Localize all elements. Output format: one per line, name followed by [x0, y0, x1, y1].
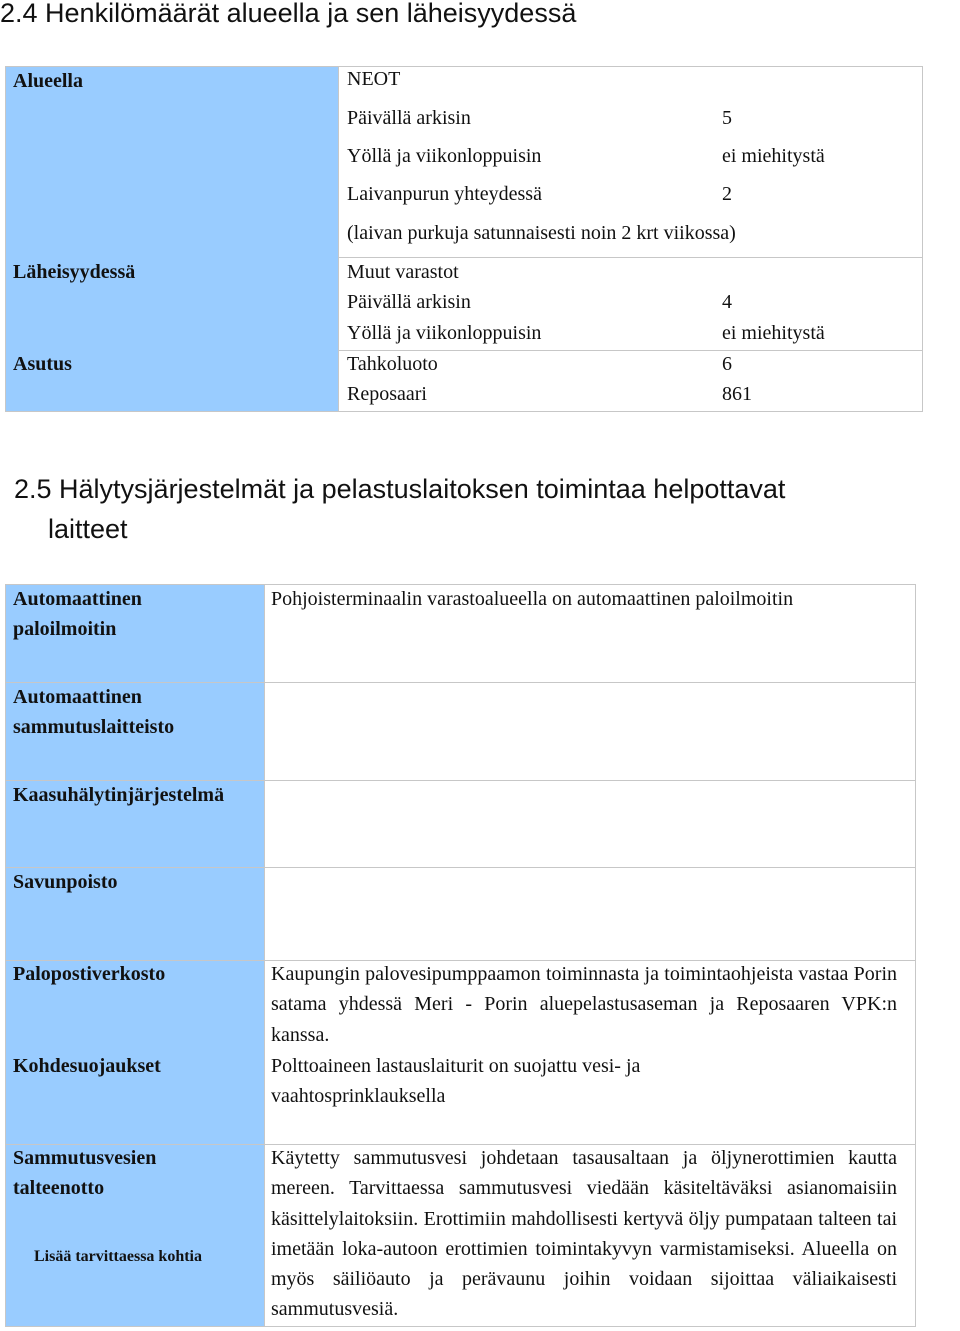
- area-item-label: Päivällä arkisin: [347, 107, 471, 129]
- row-content-cell: [264, 780, 916, 868]
- row-label: Automaattinen: [13, 588, 142, 610]
- row-label: talteenotto: [13, 1177, 105, 1199]
- section-heading-2-4: 2.4 Henkilömäärät alueella ja sen läheisyydessä: [0, 0, 577, 28]
- row-label: paloilmoitin: [13, 618, 117, 640]
- nearby-item-label: Päivällä arkisin: [347, 291, 471, 313]
- area-item-value: 5: [722, 107, 732, 129]
- settlement-item-value: 861: [722, 383, 752, 405]
- section-heading-2-5-line2: laitteet: [48, 514, 128, 544]
- label-area: Alueella: [13, 70, 83, 92]
- area-item-label: Yöllä ja viikonloppuisin: [347, 145, 542, 167]
- nearby-item-value: ei miehitystä: [722, 322, 825, 344]
- label-nearby: Läheisyydessä: [13, 261, 136, 283]
- row-label: Savunpoisto: [13, 871, 118, 893]
- area-item-label: Laivanpurun yhteydessä: [347, 183, 542, 205]
- section-heading-2-5-line1: 2.5 Hälytysjärjestelmät ja pelastuslaitoksen toimintaa helpottavat: [14, 474, 786, 504]
- area-item-label: NEOT: [347, 68, 401, 90]
- area-item-value: ei miehitystä: [722, 145, 825, 167]
- nearby-item-value: 4: [722, 291, 732, 313]
- row-label: Kaasuhälytinjärjestelmä: [13, 784, 225, 806]
- row-text: Pohjoisterminaalin varastoalueella on automaattinen paloilmoitin: [271, 588, 794, 610]
- nearby-item-label: Yöllä ja viikonloppuisin: [347, 322, 542, 344]
- area-item-value: 2: [722, 183, 732, 205]
- row-label: sammutuslaitteisto: [13, 716, 175, 738]
- row-label: Kohdesuojaukset: [13, 1055, 161, 1077]
- row-label: Palopostiverkosto: [13, 963, 166, 985]
- row-text: Kaupungin palovesipumppaamon toiminnasta ja toimintaohjeista vastaa Porin satama yhdessä Meri - Porin aluepelastusaseman ja Reposaaren VPK:n kanssa.: [271, 963, 897, 1046]
- settlement-item-label: Reposaari: [347, 383, 427, 405]
- area-item-label: (laivan purkuja satunnaisesti noin 2 krt viikossa): [347, 222, 736, 244]
- row-content-cell: [264, 867, 916, 961]
- nearby-item-label: Muut varastot: [347, 261, 459, 283]
- row-text: Polttoaineen lastauslaiturit on suojattu vesi- ja vaahtosprinklauksella: [271, 1055, 641, 1107]
- add-items-hint: Lisää tarvittaessa kohtia: [34, 1248, 202, 1265]
- row-label: Sammutusvesien: [13, 1147, 157, 1169]
- settlement-item-value: 6: [722, 353, 732, 375]
- row-content-cell: [264, 682, 916, 781]
- row-text: Käytetty sammutusvesi johdetaan tasausaltaan ja öljynerottimien kautta mereen. Tarvittaessa sammutusvesi viedään käsiteltäväksi asianomaisiin käsittelylaitoksiin. Erottimiin mahdollisesti kertyvä öljy pumpataan talteen tai imetään loka-autoon erottimien toimintakyvyn varmistamiseksi. Alueella on myös säiliöauto ja perävaunu joihin voidaan sijoittaa väliaikaisesti sammutusvesiä.: [271, 1147, 897, 1321]
- row-label: Automaattinen: [13, 686, 142, 708]
- settlement-item-label: Tahkoluoto: [347, 353, 438, 375]
- label-settlement: Asutus: [13, 353, 72, 375]
